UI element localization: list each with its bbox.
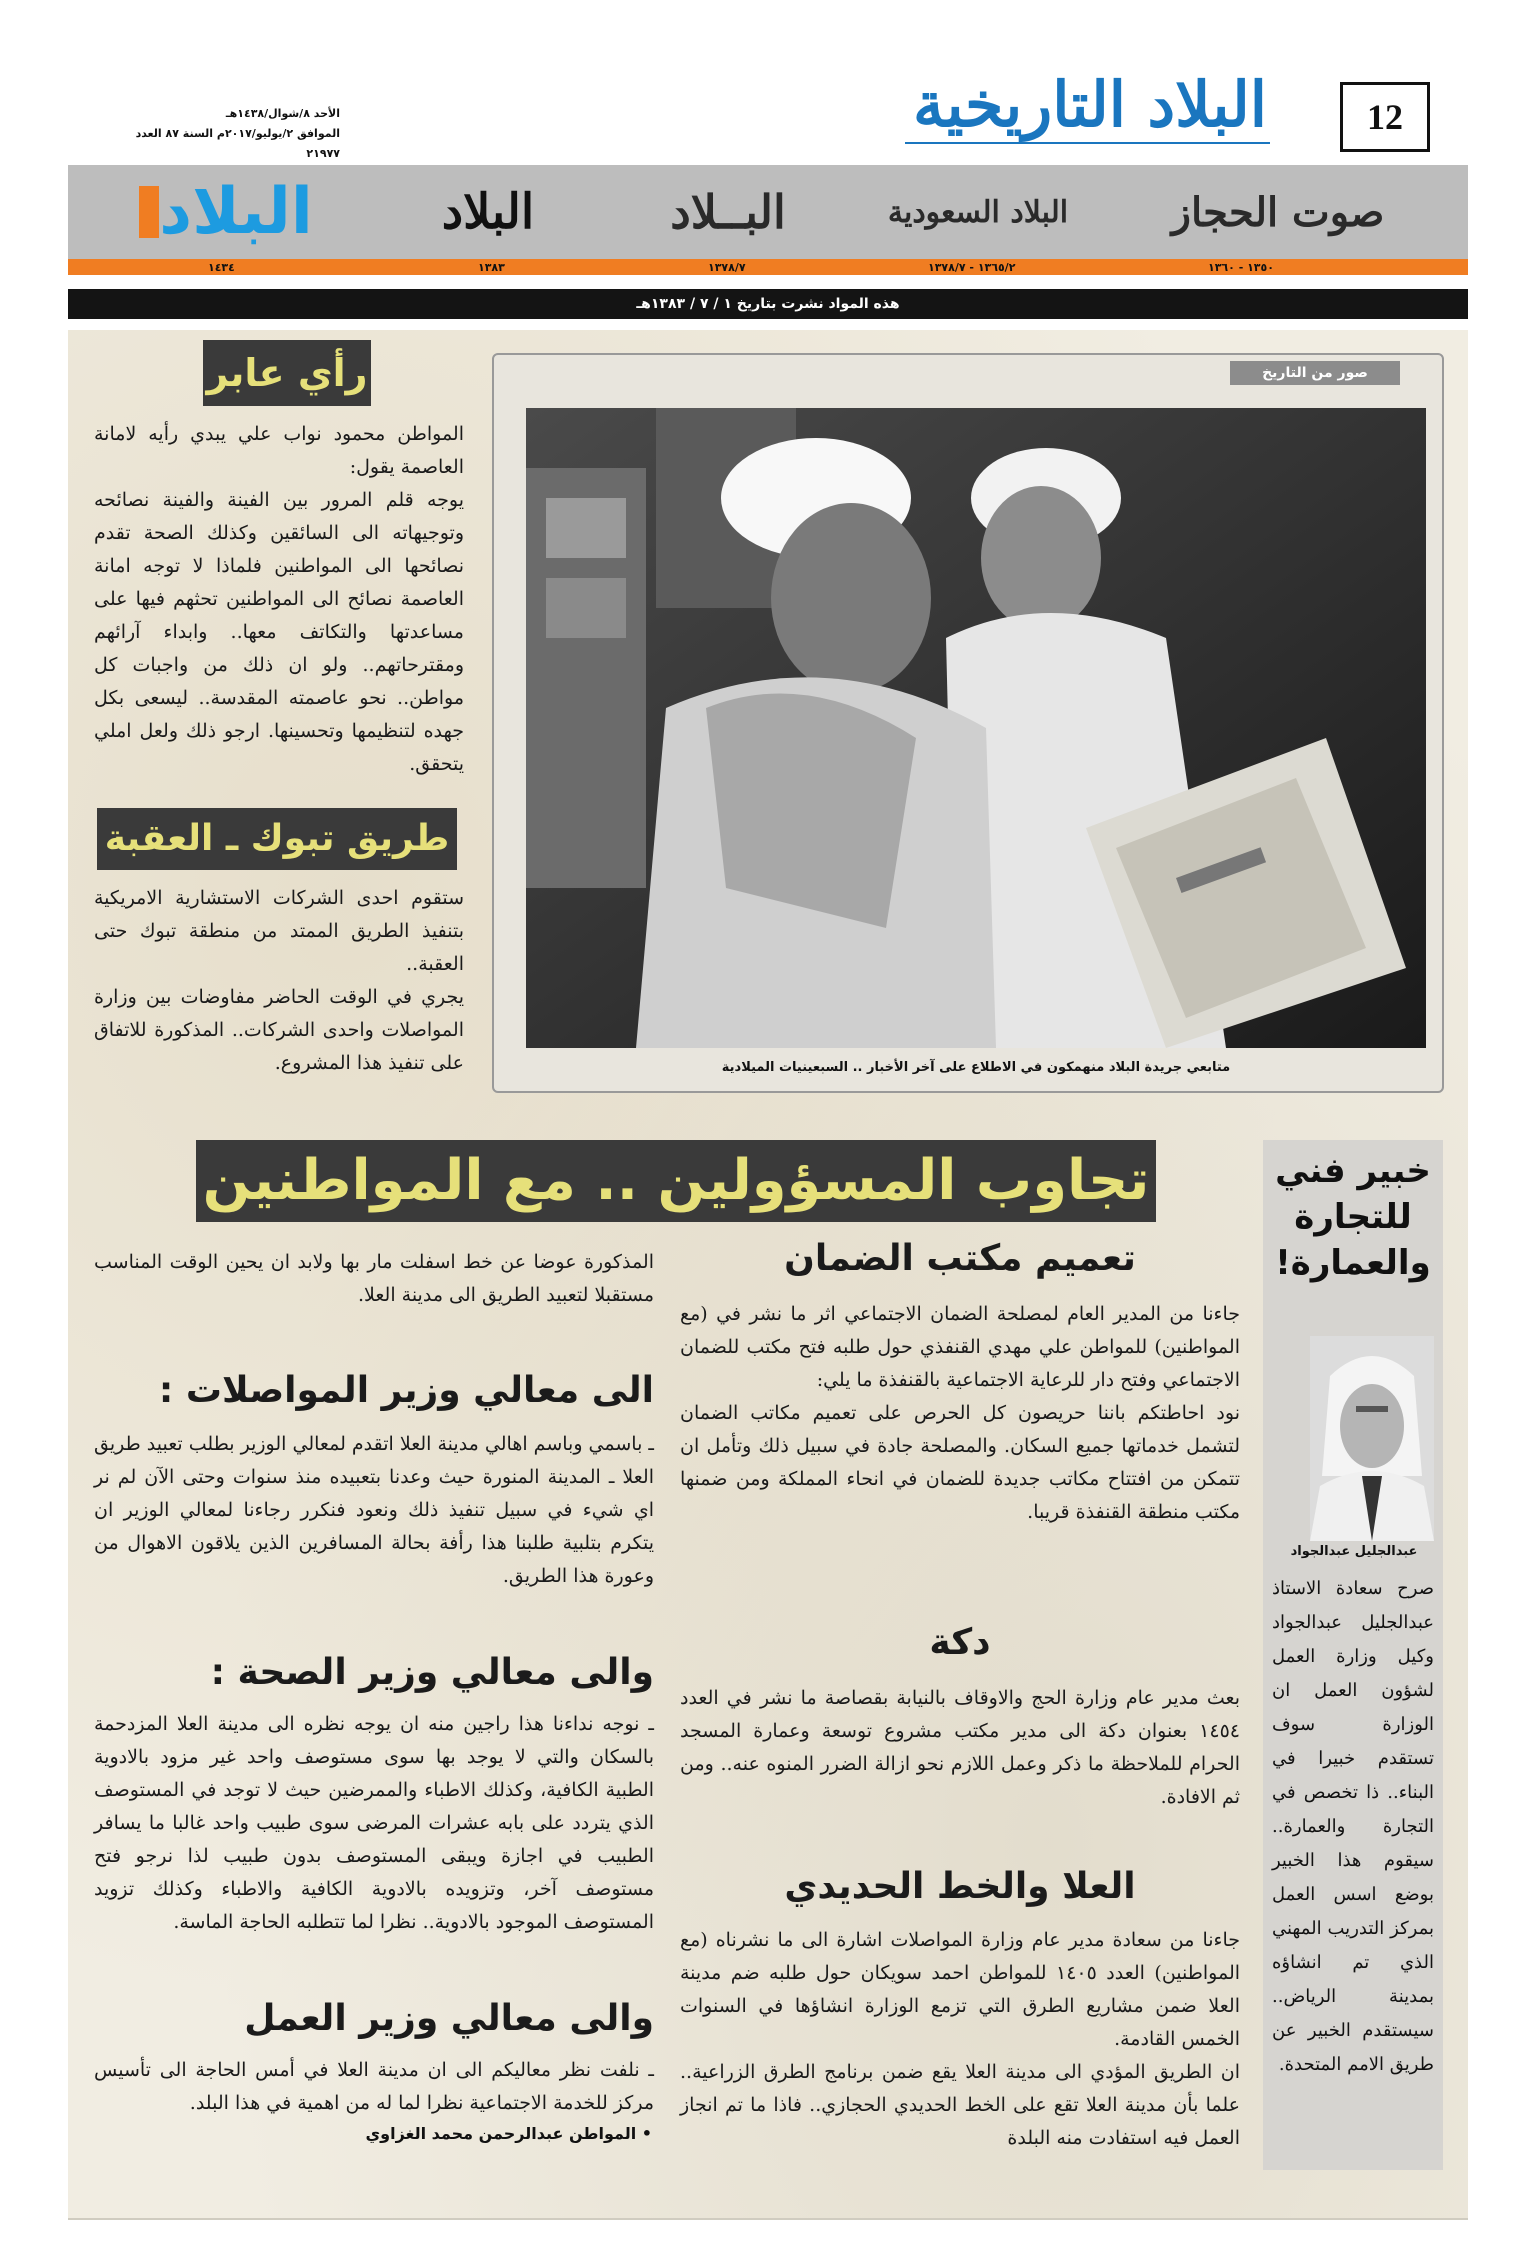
insurance-title: تعميم مكتب الضمان <box>784 1238 1136 1279</box>
main-headline: تجاوب المسؤولين .. مع المواطنين <box>196 1140 1156 1222</box>
tabuk-road-text <box>94 882 464 1080</box>
labor-minister-text <box>94 2054 654 2120</box>
health-minister-text <box>94 1708 654 1939</box>
sidebar-title: خبير فني للتجارة والعمارة! <box>1275 1151 1431 1283</box>
logo-orange-bar <box>139 186 159 238</box>
logo-current-text: البلاد <box>159 175 313 249</box>
historic-photo <box>526 408 1426 1048</box>
paragraph: ـ باسمي وباسم اهالي مدينة العلا اتقدم لمعالي الوزير بطلب تعبيد طريق العلا ـ المدينة المنورة حيث وعدنا بتعبيده منذ سنوات وحتى الآن لم نر اي شيء في سبيل تنفيذ ذلك ونعود فنكرر رجاءنا لمعالي الوزير ان يتكرم بتلبية طلبنا هذا رأفة بحالة المسافرين الذين يلاقون الاهوال من وعورة هذا الطريق. <box>94 1433 654 1587</box>
opinion-text <box>94 418 464 781</box>
page-number: 12 <box>1340 82 1430 152</box>
page-bottom-rule <box>68 2218 1468 2220</box>
health-minister-title: والى معالي وزير الصحة : <box>210 1652 654 1693</box>
photo-caption: متابعي جريدة البلاد منهمكون في الاطلاع على آخر الأخبار .. السبعينيات الميلادية <box>721 1060 1231 1075</box>
logo-albilad-1383: البلاد <box>441 184 535 240</box>
year-label: ١٣٨٣ <box>478 261 505 274</box>
photo-tag: صور من التاريخ <box>1230 361 1400 385</box>
masthead-underline <box>905 142 1270 144</box>
logo-albilad-1378: البــلاد <box>670 185 786 239</box>
paragraph: نود احاطتكم باننا حريصون كل الحرص على تعميم مكاتب الضمان لتشمل خدماتها جميع السكان. والمصلحة جادة في سبيل ذلك وتأمل ان تتمكن من افتتاح مكاتب جديدة للضمان في انحاء المملكة ومن ضمنها مكتب منطقة القنفذة قريبا. <box>680 1402 1240 1523</box>
railway-text <box>680 1924 1240 2155</box>
signature-name: المواطن عبدالرحمن محمد الغزاوي <box>365 2124 637 2143</box>
year-label: ١٣٧٨/٧ <box>708 261 746 274</box>
photo-illustration <box>526 408 1426 1048</box>
labor-minister-title: والى معالي وزير العمل <box>244 1998 654 2039</box>
transport-minister-text <box>94 1428 654 1593</box>
paragraph: المذكورة عوضا عن خط اسفلت مار بها ولابد ان يحين الوقت المناسب مستقبلا لتعبيد الطريق الى مدينة العلا. <box>94 1251 654 1306</box>
opinion-title: رأي عابر <box>203 340 371 406</box>
publication-date-banner: هذه المواد نشرت بتاريخ ١ / ٧ / ١٣٨٣هـ <box>68 289 1468 319</box>
dikka-title: دكة <box>929 1622 991 1663</box>
year-label: ١٣٥٠ - ١٣٦٠ <box>1208 261 1274 274</box>
paragraph: ـ نلفت نظر معاليكم الى ان مدينة العلا في أمس الحاجة الى تأسيس مركز للخدمة الاجتماعية نظرا لما له من اهمية في هذا البلد. <box>94 2059 654 2114</box>
date-line-hijri: الأحد ٨/شوال/١٤٣٨هـ <box>225 107 340 120</box>
insurance-text <box>680 1298 1240 1529</box>
logo-albilad-current <box>78 165 368 259</box>
paragraph: ان الطريق المؤدي الى مدينة العلا يقع ضمن برنامج الطرق الزراعية.. علما بأن مدينة العلا تقع على الخط الحديدي الحجازي.. فاذا ما تم انجاز العمل فيه استفادت منه البلدة <box>680 2061 1240 2149</box>
paragraph: جاءنا من المدير العام لمصلحة الضمان الاجتماعي اثر ما نشر في (مع المواطنين) للمواطن علي مهدي القنفذي حول طلبه فتح مكتب للضمان الاجتماعي وفتح دار للرعاية الاجتماعية بالقنفذة ما يلي: <box>680 1303 1240 1391</box>
paragraph: يوجه قلم المرور بين الفينة والفينة نصائحه وتوجيهاته الى السائقين وكذلك الصحة تقدم نصائحها الى المواطنين فلماذا لا توجه امانة العاصمة نصائح الى المواطنين تحثهم فيها على مساعدتها والتكاتف معها.. وابداء آرائهم ومقترحاتهم.. ولو ان ذلك من واجبات كل مواطن.. نحو عاصمته المقدسة.. ليسعى بكل جهده لتنظيمها وتحسينها. ارجو ذلك ولعل املي يتحقق. <box>94 489 464 775</box>
railway-continued-text <box>94 1246 654 1312</box>
logo-sawt-alhijaz: صوت الحجاز <box>1171 188 1385 236</box>
sidebar-text: صرح سعادة الاستاذ عبدالجليل عبدالجواد وكيل وزارة العمل لشؤون العمل ان الوزارة سوف تستقدم خبيرا في البناء.. ذا تخصص في التجارة والعمارة.. سيقوم هذا الخبير بوضع اسس العمل بمركز التدريب المهني الذي تم انشاؤه بمدينة الرياض.. سيستقدم الخبير عن طريق الامم المتحدة. <box>1272 1578 1434 2075</box>
section-title: البلاد التاريخية <box>913 68 1267 141</box>
portrait-caption: عبدالجليل عبدالجواد <box>1290 1544 1418 1559</box>
logo-albilad-alsaudia: البلاد السعودية <box>887 194 1069 230</box>
tabuk-road-title: طريق تبوك ـ العقبة <box>97 808 457 870</box>
signature: • المواطن عبدالرحمن محمد الغزاوي <box>365 2124 652 2143</box>
paragraph: ستقوم احدى الشركات الاستشارية الامريكية بتنفيذ الطريق الممتد من منطقة تبوك حتى العقبة.. <box>94 887 464 975</box>
issue-date <box>100 104 340 164</box>
dikka-text <box>680 1682 1240 1814</box>
paragraph: بعث مدير عام وزارة الحج والاوقاف بالنيابة بقصاصة ما نشر في العدد ١٤٥٤ بعنوان دكة الى مدير مكتب مشروع توسعة وعمارة المسجد الحرام للملاحظة ما ذكر وعمل اللازم نحو ازالة الضرر المنوه عنه.. ومن ثم الافادة. <box>680 1687 1240 1808</box>
year-label: ١٣٦٥/٢ - ١٣٧٨/٧ <box>928 261 1016 274</box>
paragraph: ـ نوجه نداءنا هذا راجين منه ان يوجه نظره الى مدينة العلا المزدحمة بالسكان والتي لا يوجد بها سوى مستوصف واحد غير مزود بالادوية الطبية الكافية، وكذلك الاطباء والممرضين حيث لا توجد في المستوصف الذي يتردد على بابه عشرات المرضى سوى طبيب واحد غالبا ما يسافر الطبيب في اجازة ويبقى المستوصف بدون طبيب لذا نرجو فتح مستوصف آخر، وتزويده بالادوية الكافية والاطباء وكذلك تزويد المستوصف الموجود بالادوية.. نظرا لما تتطلبه الحاجة الماسة. <box>94 1713 654 1933</box>
portrait-photo <box>1310 1336 1434 1541</box>
historic-logos-strip <box>68 165 1468 259</box>
portrait-illustration <box>1310 1336 1434 1541</box>
transport-minister-title: الى معالي وزير المواصلات : <box>158 1370 654 1411</box>
paragraph: المواطن محمود نواب علي يبدي رأيه لامانة العاصمة يقول: <box>94 423 464 478</box>
railway-title: العلا والخط الحديدي <box>784 1866 1136 1907</box>
logo-years <box>68 261 1468 281</box>
date-line-gregorian: الموافق ٢/يوليو/٢٠١٧م السنة ٨٧ العدد ٢١٩٧٧ <box>135 127 340 160</box>
paragraph: جاءنا من سعادة مدير عام وزارة المواصلات اشارة الى ما نشرناه (مع المواطنين) العدد ١٤٠٥ للمواطن احمد سويكان حول طلبه ضم مدينة العلا ضمن مشاريع الطرق التي تزمع الوزارة انشاؤها في السنوات الخمس القادمة. <box>680 1929 1241 2050</box>
year-label: ١٤٣٤ <box>208 261 235 274</box>
paragraph: يجري في الوقت الحاضر مفاوضات بين وزارة المواصلات واحدى الشركات.. المذكورة للاتفاق على تنفيذ هذا المشروع. <box>94 986 464 1074</box>
